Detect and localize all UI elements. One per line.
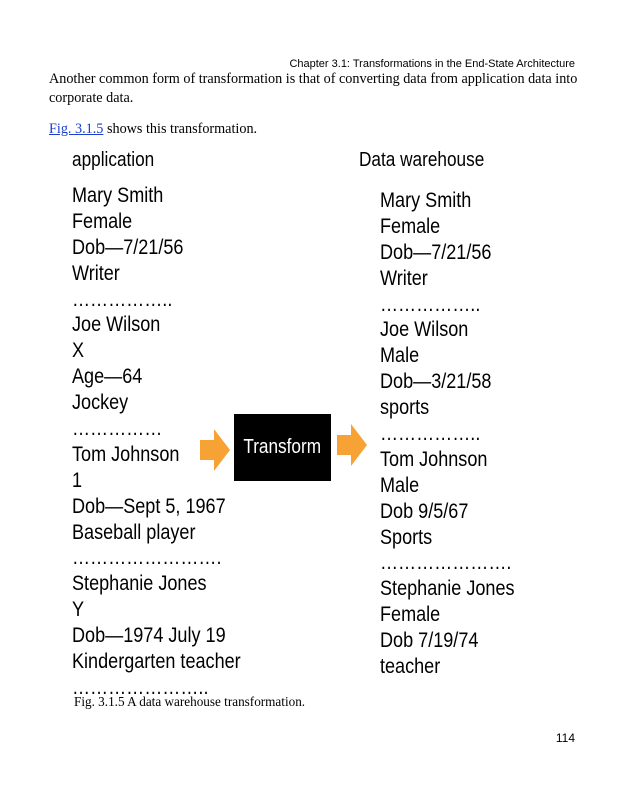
page-number: 114 <box>555 731 575 745</box>
warehouse-column <box>359 148 536 680</box>
warehouse-record-list <box>380 188 536 680</box>
record-line: Tom Johnson <box>380 447 488 471</box>
record-line: Writer <box>380 266 428 290</box>
record-line: Mary Smith <box>72 184 164 207</box>
figure-caption: Fig. 3.1.5 A data warehouse transformation. <box>74 694 306 709</box>
record-line: Sports <box>380 525 433 549</box>
record-line: Age—64 <box>72 365 143 389</box>
record-line: Female <box>380 603 441 627</box>
record-line: Female <box>72 209 133 233</box>
record-line: …………….. <box>380 422 481 446</box>
record-line: ……………………. <box>72 546 222 570</box>
record-line: Dob—3/21/58 <box>380 370 492 394</box>
record-line: teacher <box>380 655 441 679</box>
record-line: …………………. <box>380 551 512 575</box>
record-line: Mary Smith <box>380 189 472 212</box>
running-header: Chapter 3.1: Transformations in the End-State Architecture <box>289 58 575 70</box>
record-line: Stephanie Jones <box>72 572 207 596</box>
record-line: Joe Wilson <box>72 313 161 337</box>
record-line: Dob—7/21/56 <box>380 240 492 264</box>
record-line: Jockey <box>72 391 129 415</box>
figure-reference-text: shows this transformation. <box>103 121 258 137</box>
arrow-right-icon <box>200 429 230 471</box>
record-line: Y <box>72 598 85 622</box>
record-line: Female <box>380 214 441 238</box>
record-line: Kindergarten teacher <box>72 650 241 674</box>
record-line: 1 <box>72 468 83 492</box>
record-line: …………… <box>72 417 163 441</box>
figure-reference-line <box>49 120 257 139</box>
record-line: Male <box>380 344 420 368</box>
record-line: Dob—Sept 5, 1967 <box>72 494 226 518</box>
arrow-right-icon <box>337 424 367 466</box>
record-line: Baseball player <box>72 520 196 544</box>
transform-label: Transform <box>243 436 322 458</box>
record-line: X <box>72 339 85 363</box>
record-line: …………….. <box>72 287 173 311</box>
transform-box <box>234 414 331 481</box>
record-line: sports <box>380 396 430 420</box>
record-line: Dob—1974 July 19 <box>72 624 226 648</box>
record-line: ………………….. <box>72 675 209 699</box>
figure-link[interactable]: Fig. 3.1.5 <box>49 121 104 137</box>
application-heading: application <box>72 149 155 171</box>
warehouse-heading: Data warehouse <box>359 149 485 171</box>
record-line: Joe Wilson <box>380 318 469 342</box>
record-line: Tom Johnson <box>72 442 180 466</box>
record-line: Stephanie Jones <box>380 577 515 601</box>
record-line: Writer <box>72 261 120 285</box>
record-line: Dob 7/19/74 <box>380 629 479 653</box>
record-line: …………….. <box>380 292 481 316</box>
intro-paragraph: Another common form of transformation is that of converting data from application data into corporate data. <box>49 71 578 106</box>
record-line: Dob—7/21/56 <box>72 235 184 259</box>
record-line: Male <box>380 473 420 497</box>
record-line: Dob 9/5/67 <box>380 499 469 523</box>
